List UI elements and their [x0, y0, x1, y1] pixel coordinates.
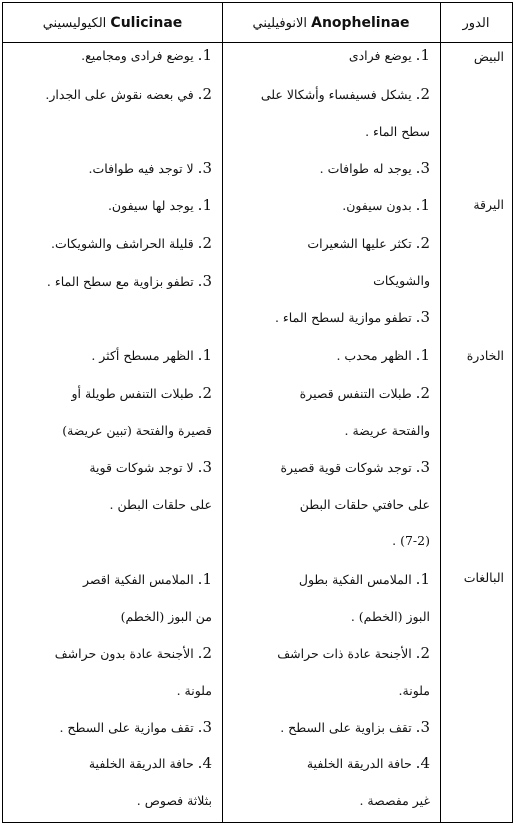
anophelinae-item-text: الظهر محدب . — [336, 348, 412, 363]
culicinae-line — [89, 459, 212, 476]
culicinae-line — [72, 385, 213, 402]
stage-larva: اليرقة — [473, 197, 504, 212]
culicinae-line — [91, 347, 212, 364]
anophelinae-item-text: غير مفصصة . — [359, 793, 430, 808]
anophelinae-item-text: سطح الماء . — [365, 124, 430, 139]
anophelinae-item-number: 3. — [415, 308, 430, 326]
culicinae-item-number: 2. — [197, 644, 212, 662]
anophelinae-line — [399, 683, 430, 699]
anophelinae-item-text: يشكل فسيفساء وأشكالا على — [260, 87, 412, 102]
culicinae-item-number: 2. — [197, 234, 212, 252]
anophelinae-item-text: على حافتي حلقات البطن — [299, 497, 430, 512]
culicinae-item-text: لا توجد فيه طوافات. — [88, 161, 194, 176]
anophelinae-line — [351, 609, 430, 625]
culicinae-item-text: الملامس الفكية اقصر — [82, 572, 194, 587]
anophelinae-item-number: 2. — [415, 644, 430, 662]
culicinae-item-text: ملونة . — [176, 683, 212, 698]
anophelinae-line — [299, 571, 430, 588]
anophelinae-line — [280, 459, 430, 476]
anophelinae-item-number: 2. — [415, 234, 430, 252]
anophelinae-line — [307, 235, 430, 252]
culicinae-line — [47, 273, 212, 290]
culicinae-line — [177, 683, 212, 699]
culicinae-line — [137, 793, 212, 809]
anophelinae-item-text: بدون سيفون. — [342, 198, 412, 213]
culicinae-item-number: 3. — [197, 272, 212, 290]
anophelinae-line — [336, 347, 430, 364]
culicinae-item-number: 2. — [197, 85, 212, 103]
culicinae-line — [59, 719, 212, 736]
culicinae-item-text: لا توجد شوكات قوية — [89, 460, 194, 475]
anophelinae-item-text: طبلات التنفس قصيرة — [299, 386, 412, 401]
anophelinae-line — [300, 497, 430, 513]
anophelinae-item-text: ملونة. — [398, 683, 430, 698]
divider-anoph-stage — [440, 3, 441, 822]
anophelinae-item-text: تطفو موازية لسطح الماء . — [274, 310, 412, 325]
anophelinae-line — [275, 309, 430, 326]
culicinae-line — [89, 160, 212, 177]
anophelinae-item-number: 1. — [415, 570, 430, 588]
culicinae-item-text: بثلاثة فصوص . — [136, 793, 212, 808]
anophelinae-item-text: يوجد له طوافات . — [319, 161, 412, 176]
culicinae-item-number: 3. — [197, 159, 212, 177]
culicinae-item-text: يوجد لها سيفون. — [107, 198, 194, 213]
header-culicinae — [3, 3, 222, 43]
culicinae-item-text: من البوز (الخطم) — [120, 609, 212, 624]
header-culicinae-latin: Culicinae — [110, 15, 183, 31]
header-anophelinae — [222, 3, 440, 43]
culicinae-item-number: 3. — [197, 458, 212, 476]
anophelinae-line — [277, 645, 430, 662]
anophelinae-line — [373, 273, 430, 289]
anophelinae-item-number: 4. — [415, 754, 430, 772]
culicinae-item-text: الظهر مسطح أكثر . — [91, 348, 194, 363]
culicinae-item-text: في بعضه نقوش على الجدار. — [45, 87, 194, 102]
anophelinae-item-text: حافة الدريقة الخلفية — [306, 756, 412, 771]
anophelinae-item-text: الملامس الفكية بطول — [298, 572, 412, 587]
anophelinae-line — [280, 719, 430, 736]
anophelinae-item-text: البوز (الخطم) . — [350, 609, 430, 624]
culicinae-item-number: 1. — [197, 46, 212, 64]
culicinae-line — [45, 86, 212, 103]
anophelinae-item-text: يوضع فرادى — [348, 48, 412, 63]
anophelinae-item-number: 1. — [415, 196, 430, 214]
anophelinae-item-number: 2. — [415, 85, 430, 103]
culicinae-item-number: 1. — [197, 570, 212, 588]
comparison-table — [2, 2, 513, 823]
culicinae-item-number: 3. — [197, 718, 212, 736]
anophelinae-line — [365, 124, 430, 140]
anophelinae-item-number: 1. — [415, 346, 430, 364]
anophelinae-item-text: والفتحة عريضة . — [344, 423, 430, 438]
header-stage — [440, 3, 512, 43]
anophelinae-item-number: 3. — [415, 159, 430, 177]
culicinae-item-number: 4. — [197, 754, 212, 772]
culicinae-item-number: 1. — [197, 196, 212, 214]
anophelinae-line — [320, 160, 430, 177]
culicinae-item-text: قصيرة والفتحة (تبين عريضة) — [62, 423, 212, 438]
culicinae-line — [83, 571, 212, 588]
culicinae-item-text: قليلة الحراشف والشويكات. — [51, 236, 194, 251]
culicinae-item-text: تقف موازية على السطح . — [59, 720, 194, 735]
culicinae-item-text: يوضع فرادى ومجاميع. — [81, 48, 194, 63]
anophelinae-line — [342, 197, 430, 214]
stage-eggs: البيض — [473, 49, 504, 64]
anophelinae-item-text: تكثر عليها الشعيرات — [307, 236, 412, 251]
anophelinae-line — [392, 533, 430, 549]
culicinae-item-text: على حلقات البطن . — [109, 497, 212, 512]
anophelinae-item-text: الأجنحة عادة ذات حراشف — [277, 646, 412, 661]
anophelinae-line — [300, 385, 430, 402]
anophelinae-item-number: 2. — [415, 384, 430, 402]
header-stage-label: الدور — [462, 15, 490, 31]
header-anophelinae-latin: Anophelinae — [311, 15, 410, 31]
anophelinae-item-number: 1. — [415, 46, 430, 64]
culicinae-item-text: الأجنحة عادة بدون حراشف — [54, 646, 194, 661]
anophelinae-item-text: توجد شوكات قوية قصيرة — [280, 460, 412, 475]
anophelinae-line — [359, 793, 430, 809]
header-culicinae-arabic: الكيوليسيني — [42, 15, 107, 31]
anophelinae-item-text: والشويكات — [373, 273, 430, 288]
stage-adults: البالغات — [463, 570, 504, 585]
anophelinae-item-text: تقف بزاوية على السطح . — [280, 720, 412, 735]
anophelinae-line — [307, 755, 430, 772]
culicinae-line — [81, 47, 212, 64]
anophelinae-item-text: (7-2) . — [392, 533, 430, 548]
header-anophelinae-arabic: الانوفيليني — [252, 15, 307, 31]
culicinae-item-text: تطفو بزاوية مع سطح الماء . — [46, 274, 194, 289]
culicinae-line — [110, 497, 213, 513]
anophelinae-item-number: 3. — [415, 718, 430, 736]
culicinae-line — [51, 235, 212, 252]
culicinae-line — [55, 645, 212, 662]
stage-pupa: الخادرة — [466, 348, 504, 363]
culicinae-item-text: حافة الدريقة الخلفية — [88, 756, 194, 771]
culicinae-item-number: 1. — [197, 346, 212, 364]
anophelinae-line — [261, 86, 430, 103]
divider-culic-anoph — [222, 3, 223, 822]
anophelinae-line — [349, 47, 430, 64]
anophelinae-line — [345, 423, 430, 439]
culicinae-line — [121, 609, 212, 625]
culicinae-line — [62, 423, 212, 439]
anophelinae-item-number: 3. — [415, 458, 430, 476]
culicinae-item-text: طبلات التنفس طويلة أو — [71, 386, 194, 401]
culicinae-line — [108, 197, 212, 214]
culicinae-item-number: 2. — [197, 384, 212, 402]
culicinae-line — [89, 755, 212, 772]
